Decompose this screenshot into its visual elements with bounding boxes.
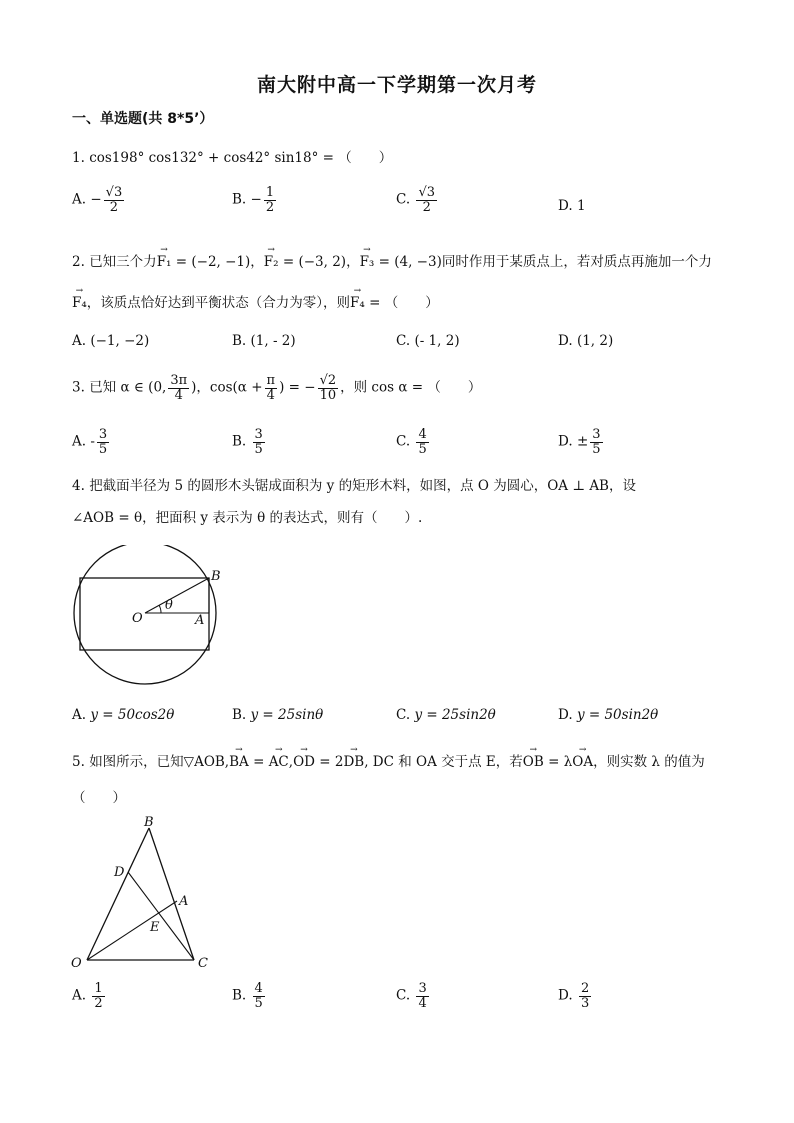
q3-option-a[interactable] — [72, 428, 111, 456]
fraction-numerator: 3 — [592, 427, 601, 442]
vector-ob: → OB — [523, 754, 544, 770]
option-sign: ± — [576, 433, 589, 450]
question-text: ，则实数 λ 的值为 — [593, 754, 705, 770]
q5-option-a[interactable] — [72, 982, 107, 1010]
fraction-denominator: 4 — [174, 387, 183, 403]
option-sign: − — [250, 191, 262, 208]
vector-f4: → F₄ — [72, 295, 87, 311]
option-label: C. — [396, 191, 411, 208]
question-text: （ ） — [72, 790, 126, 806]
q1-option-d[interactable] — [558, 198, 586, 214]
question-5-line-1 — [72, 750, 705, 770]
question-number: 5. — [72, 754, 85, 770]
vector-value: = (−2, −1)， — [171, 254, 264, 270]
label-o: O — [132, 611, 143, 626]
fraction-numerator: π — [266, 373, 276, 388]
option-label: B. — [232, 333, 247, 349]
fraction — [97, 428, 109, 456]
fraction-denominator: 5 — [254, 995, 263, 1011]
q5-option-c[interactable] — [396, 982, 431, 1010]
fraction-denominator: 2 — [109, 199, 119, 215]
option-value: y = 50sin2θ — [576, 707, 659, 723]
label-theta: θ — [165, 598, 173, 613]
question-text: 如图所示，已知▽AOB, — [89, 754, 230, 770]
fraction-numerator: 3 — [418, 981, 427, 996]
option-value: 1 — [576, 198, 586, 214]
fraction-numerator: √2 — [319, 373, 337, 388]
fraction-denominator: 5 — [418, 441, 427, 457]
fraction-numerator: 3π — [170, 373, 188, 388]
vector-f3: → F₃ — [360, 254, 375, 270]
question-2-line-1 — [72, 250, 712, 270]
fraction-denominator: 10 — [319, 387, 337, 403]
option-label: D. — [558, 198, 573, 214]
fraction — [416, 428, 428, 456]
question-text: 已知 α ∈ (0, — [89, 379, 167, 396]
option-label: C. — [396, 987, 411, 1004]
option-label: D. — [558, 707, 573, 723]
fraction — [104, 186, 125, 214]
q2-option-d[interactable] — [558, 333, 613, 349]
label-o: O — [71, 956, 82, 971]
q2-option-b[interactable] — [232, 333, 296, 349]
question-4-line-2 — [72, 506, 422, 526]
label-b: B — [144, 815, 154, 830]
option-label: B. — [232, 433, 247, 450]
question-number: 4. — [72, 478, 85, 494]
fraction-denominator: 5 — [592, 441, 601, 457]
q4-option-c[interactable] — [396, 707, 496, 723]
fraction-denominator: 2 — [422, 199, 431, 215]
fraction — [265, 374, 278, 402]
option-value: (1, - 2) — [250, 333, 296, 349]
question-5-line-2 — [72, 786, 126, 806]
q1-option-c[interactable] — [396, 186, 439, 214]
question-text: , DC 和 OA 交于点 E，若 — [364, 754, 523, 770]
question-text: , — [288, 754, 294, 770]
question-text: ∠AOB = θ，把面积 y 表示为 θ 的表达式，则有（ ）. — [72, 510, 423, 526]
option-value: (1, 2) — [576, 333, 614, 349]
vector-value: = (4, −3) — [374, 254, 442, 270]
fraction-numerator: 4 — [254, 981, 263, 996]
fraction-numerator: 1 — [94, 981, 103, 996]
option-value: (−1, −2) — [90, 333, 150, 349]
page-title: 南大附中高一下学期第一次月考 — [256, 74, 537, 96]
q3-option-d[interactable] — [558, 428, 605, 456]
question-text: 把截面半径为 5 的圆形木头锯成面积为 y 的矩形木料，如图，点 O 为圆心，OA ⊥ AB，设 — [89, 478, 636, 494]
fraction-numerator: 3 — [98, 427, 108, 442]
fraction — [264, 186, 276, 214]
question-3 — [72, 374, 481, 402]
question-text: ，该质点恰好达到平衡状态（合力为零），则 — [86, 295, 351, 311]
fraction-numerator: 2 — [580, 981, 590, 996]
question-1-expression: cos198° cos132° + cos42° sin18° = （ ） — [89, 150, 393, 166]
fraction-numerator: 1 — [265, 185, 275, 200]
question-text: = λ — [543, 754, 573, 770]
option-label: C. — [396, 333, 411, 349]
q4-option-d[interactable] — [558, 707, 658, 723]
option-value: y = 25sinθ — [250, 707, 324, 723]
q4-circle-rectangle-figure — [68, 545, 228, 695]
q1-option-a[interactable] — [72, 186, 126, 214]
q5-triangle-figure — [66, 812, 226, 972]
vector-f2: → F₂ — [264, 254, 279, 270]
q3-option-c[interactable] — [396, 428, 431, 456]
label-a: A — [195, 613, 205, 628]
fraction-denominator: 5 — [98, 441, 108, 457]
fraction-numerator: √3 — [418, 185, 435, 200]
q4-option-a[interactable] — [72, 707, 174, 723]
fraction — [168, 374, 189, 402]
fraction-denominator: 2 — [94, 995, 103, 1011]
fraction-denominator: 4 — [418, 995, 427, 1011]
fraction — [92, 982, 104, 1010]
fraction — [579, 982, 591, 1010]
q5-option-d[interactable] — [558, 982, 593, 1010]
q1-option-b[interactable] — [232, 186, 278, 214]
fraction — [318, 374, 339, 402]
fraction-numerator: 3 — [254, 427, 263, 442]
q4-option-b[interactable] — [232, 707, 323, 723]
question-text: )，cos(α + — [191, 379, 263, 396]
q2-option-a[interactable] — [72, 333, 149, 349]
question-4-line-1 — [72, 474, 636, 494]
segment-dc — [128, 872, 194, 960]
option-label: B. — [232, 987, 247, 1004]
label-c: C — [198, 956, 208, 971]
option-label: B. — [232, 191, 247, 208]
option-sign: - — [90, 433, 95, 450]
q2-option-c[interactable] — [396, 333, 460, 349]
question-text: ) = − — [279, 379, 316, 396]
vector-f1: → F₁ — [157, 254, 172, 270]
fraction-denominator: 5 — [254, 441, 263, 457]
q3-option-b[interactable] — [232, 428, 267, 456]
fraction — [416, 982, 428, 1010]
vector-db: → DB — [343, 754, 364, 770]
vector-ac: → AC — [269, 754, 289, 770]
vector-oa: → OA — [572, 754, 593, 770]
fraction-numerator: 4 — [418, 427, 427, 442]
angle-arc — [159, 605, 161, 613]
option-label: D. — [558, 333, 573, 349]
option-value: y = 25sin2θ — [414, 707, 496, 723]
option-label: A. — [72, 433, 87, 450]
vector-value: = (−3, 2)， — [278, 254, 360, 270]
question-text: 已知三个力 — [89, 254, 157, 270]
option-label: A. — [72, 707, 87, 723]
option-label: D. — [558, 433, 573, 450]
question-text: = （ ） — [364, 295, 439, 311]
question-text: ，则 cos α = （ ） — [340, 379, 482, 396]
option-label: A. — [72, 987, 87, 1004]
fraction-denominator: 4 — [266, 387, 275, 403]
option-label: A. — [72, 191, 87, 208]
label-b: B — [211, 569, 221, 584]
fraction — [253, 428, 265, 456]
fraction-denominator: 2 — [265, 199, 275, 215]
vector-od: → OD — [293, 754, 315, 770]
fraction-numerator: √3 — [105, 185, 123, 200]
vector-f4: → F₄ — [350, 295, 365, 311]
label-a: A — [179, 894, 189, 909]
option-label: C. — [396, 433, 411, 450]
label-e: E — [150, 920, 160, 935]
q5-option-b[interactable] — [232, 982, 267, 1010]
question-text: = 2 — [314, 754, 344, 770]
fraction-denominator: 3 — [580, 995, 590, 1011]
fraction — [416, 186, 437, 214]
vector-ba: → BA — [229, 754, 249, 770]
option-label: B. — [232, 707, 247, 723]
option-value: (- 1, 2) — [414, 333, 460, 349]
section-heading: 一、单选题(共 8*5’） — [72, 111, 214, 127]
fraction — [253, 982, 265, 1010]
question-number: 2. — [72, 254, 85, 270]
question-2-line-2 — [72, 291, 439, 311]
segment-ob — [145, 578, 209, 613]
question-text: = — [248, 754, 269, 770]
option-value: y = 50cos2θ — [90, 707, 175, 723]
fraction — [590, 428, 602, 456]
option-label: A. — [72, 333, 87, 349]
question-text: 同时作用于某质点上，若对质点再施加一个力 — [441, 254, 712, 270]
label-d: D — [114, 865, 125, 880]
option-label: C. — [396, 707, 411, 723]
question-1 — [72, 146, 392, 166]
question-number: 1. — [72, 150, 85, 166]
question-number: 3. — [72, 379, 85, 396]
option-label: D. — [558, 987, 573, 1004]
option-sign: − — [90, 191, 102, 208]
